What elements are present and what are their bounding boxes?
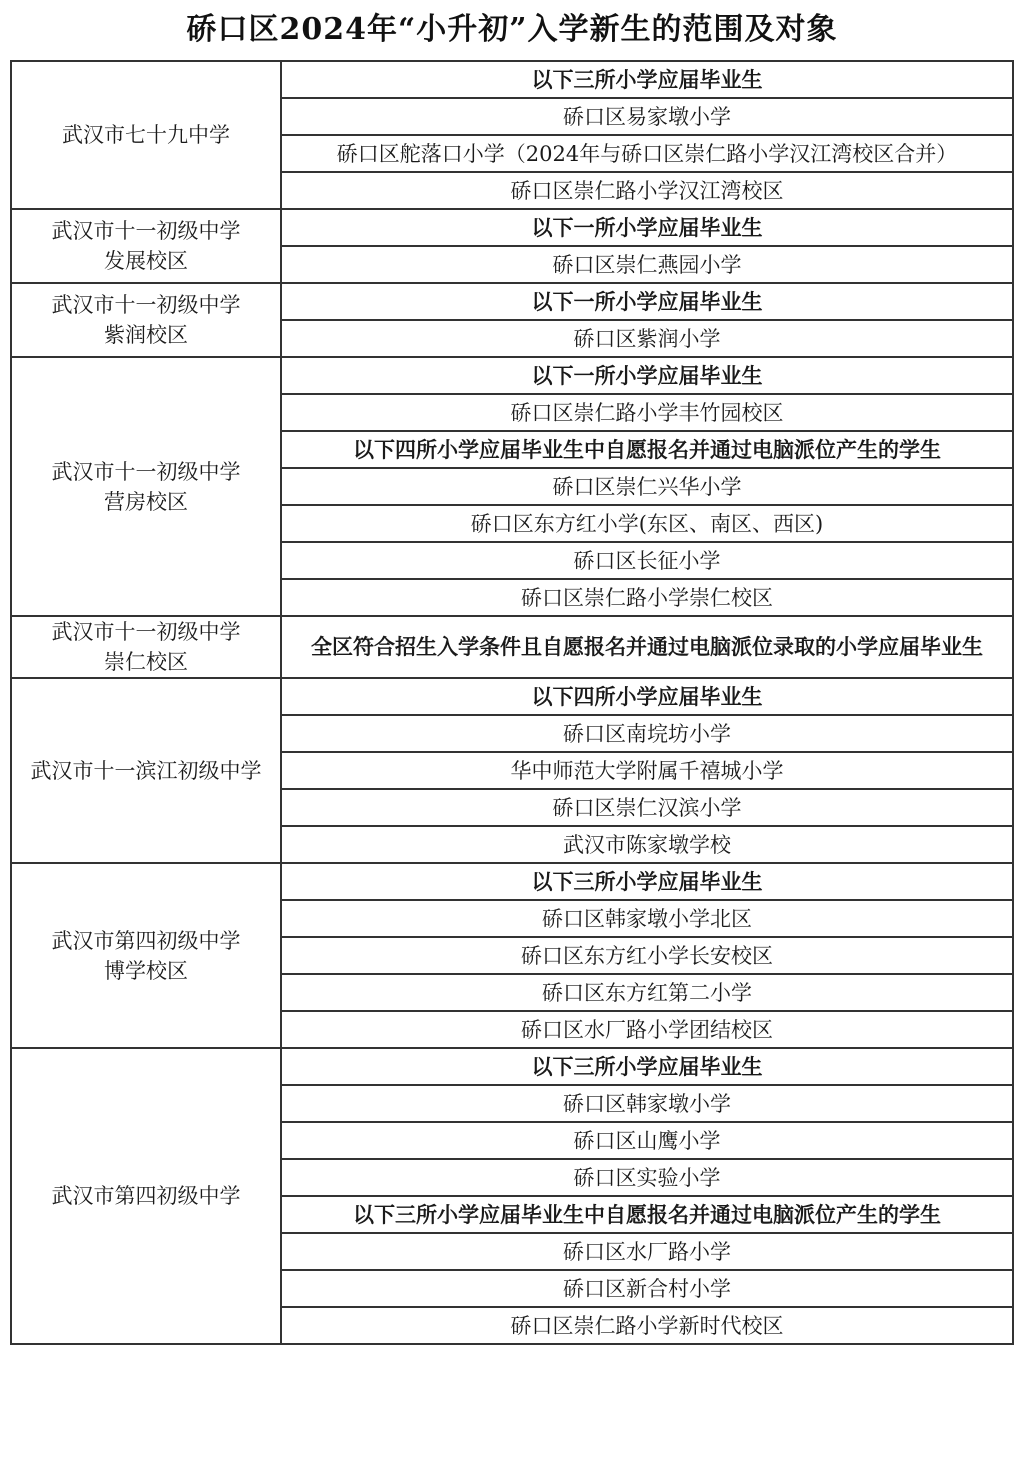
primary-school-cell: 武汉市陈家墩学校 xyxy=(281,826,1013,863)
table-row xyxy=(11,616,1013,678)
school-name-line: 武汉市第四初级中学 xyxy=(51,928,241,953)
scope-header-cell: 以下一所小学应届毕业生 xyxy=(281,283,1013,320)
scope-header-cell: 以下四所小学应届毕业生 xyxy=(281,678,1013,715)
primary-school-cell: 硚口区崇仁路小学新时代校区 xyxy=(281,1307,1013,1344)
primary-school-cell: 硚口区东方红第二小学 xyxy=(281,974,1013,1011)
school-name-line: 崇仁校区 xyxy=(104,650,188,674)
scope-header-cell: 全区符合招生入学条件且自愿报名并通过电脑派位录取的小学应届毕业生 xyxy=(281,616,1013,678)
primary-school-cell: 硚口区山鹰小学 xyxy=(281,1122,1013,1159)
scope-header-cell: 以下三所小学应届毕业生 xyxy=(281,863,1013,900)
table-row xyxy=(11,1048,1013,1085)
school-name-line: 紫润校区 xyxy=(104,323,188,347)
school-name-line: 武汉市十一滨江初级中学 xyxy=(30,758,262,783)
school-name-line: 武汉市七十九中学 xyxy=(62,123,230,147)
scope-header-cell: 以下三所小学应届毕业生中自愿报名并通过电脑派位产生的学生 xyxy=(281,1196,1013,1233)
school-name-line: 博学校区 xyxy=(104,958,188,983)
primary-school-cell: 硚口区南垸坊小学 xyxy=(281,715,1013,752)
table-row xyxy=(11,357,1013,394)
school-name-cell xyxy=(11,357,281,616)
school-name-cell xyxy=(11,209,281,283)
school-name-line: 武汉市十一初级中学 xyxy=(51,219,241,243)
table-row xyxy=(11,678,1013,715)
primary-school-cell: 硚口区新合村小学 xyxy=(281,1270,1013,1307)
admission-table xyxy=(10,60,1014,1345)
scope-header-cell: 以下一所小学应届毕业生 xyxy=(281,209,1013,246)
primary-school-cell: 硚口区易家墩小学 xyxy=(281,98,1013,135)
primary-school-cell: 硚口区水厂路小学团结校区 xyxy=(281,1011,1013,1048)
scope-header-cell: 以下一所小学应届毕业生 xyxy=(281,357,1013,394)
primary-school-cell: 硚口区实验小学 xyxy=(281,1159,1013,1196)
page-title: 硚口区2024年“小升初”入学新生的范围及对象 xyxy=(186,12,838,47)
school-name-line: 武汉市第四初级中学 xyxy=(51,1184,241,1208)
scope-header-cell: 以下四所小学应届毕业生中自愿报名并通过电脑派位产生的学生 xyxy=(281,431,1013,468)
primary-school-cell: 硚口区崇仁路小学汉江湾校区 xyxy=(281,172,1013,209)
school-name-line: 营房校区 xyxy=(104,489,188,514)
school-name-cell xyxy=(11,616,281,678)
primary-school-cell: 硚口区崇仁汉滨小学 xyxy=(281,789,1013,826)
primary-school-cell: 硚口区崇仁燕园小学 xyxy=(281,246,1013,283)
table-row xyxy=(11,61,1013,98)
primary-school-cell: 硚口区水厂路小学 xyxy=(281,1233,1013,1270)
school-name-line: 武汉市十一初级中学 xyxy=(51,459,241,484)
primary-school-cell: 硚口区崇仁兴华小学 xyxy=(281,468,1013,505)
primary-school-cell: 硚口区东方红小学(东区、南区、西区) xyxy=(281,505,1013,542)
school-name-cell xyxy=(11,283,281,357)
school-name-cell xyxy=(11,61,281,209)
school-name-line: 武汉市十一初级中学 xyxy=(51,293,241,317)
primary-school-cell: 硚口区崇仁路小学丰竹园校区 xyxy=(281,394,1013,431)
primary-school-cell: 硚口区崇仁路小学崇仁校区 xyxy=(281,579,1013,616)
admission-table-body xyxy=(11,61,1013,1344)
school-name-line: 发展校区 xyxy=(104,249,188,273)
primary-school-cell: 硚口区舵落口小学（2024年与硚口区崇仁路小学汉江湾校区合并） xyxy=(281,135,1013,172)
school-name-cell xyxy=(11,678,281,863)
scope-header-cell: 以下三所小学应届毕业生 xyxy=(281,61,1013,98)
primary-school-cell: 硚口区长征小学 xyxy=(281,542,1013,579)
school-name-cell xyxy=(11,863,281,1048)
primary-school-cell: 硚口区韩家墩小学 xyxy=(281,1085,1013,1122)
table-row xyxy=(11,209,1013,246)
table-row xyxy=(11,863,1013,900)
school-name-line: 武汉市十一初级中学 xyxy=(51,620,241,644)
primary-school-cell: 硚口区紫润小学 xyxy=(281,320,1013,357)
scope-header-cell: 以下三所小学应届毕业生 xyxy=(281,1048,1013,1085)
primary-school-cell: 硚口区东方红小学长安校区 xyxy=(281,937,1013,974)
primary-school-cell: 硚口区韩家墩小学北区 xyxy=(281,900,1013,937)
primary-school-cell: 华中师范大学附属千禧城小学 xyxy=(281,752,1013,789)
school-name-cell xyxy=(11,1048,281,1344)
table-row xyxy=(11,283,1013,320)
